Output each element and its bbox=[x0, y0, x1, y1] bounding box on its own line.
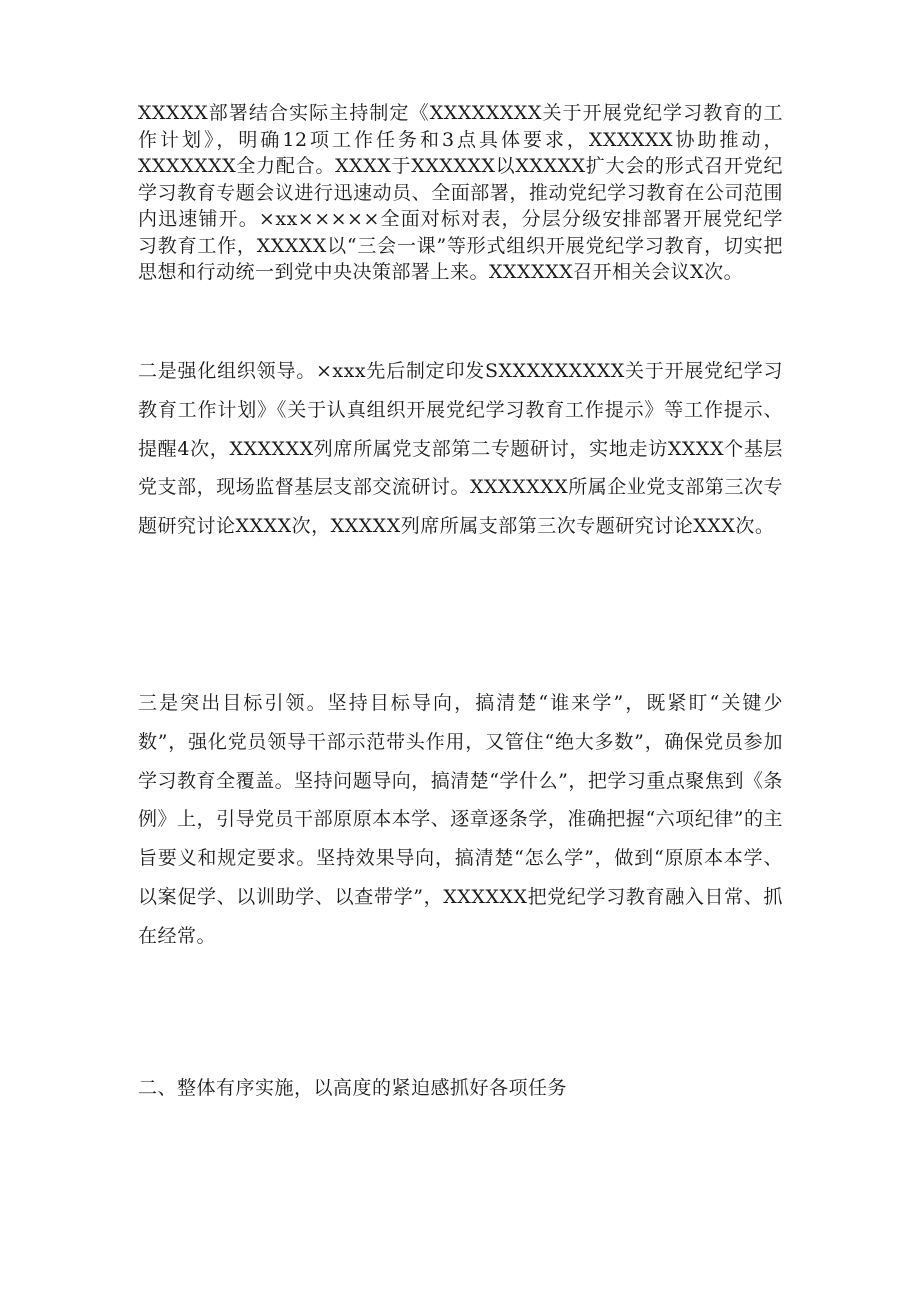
paragraph-goal-guidance: 三是突出目标引领。坚持目标导向，搞清楚“谁来学”，既紧盯“关键少数”，强化党员领导干部示范带头作用，又管住“绝大多数”，确保党员参加学习教育全覆盖。坚持问题导向，搞清楚“学什么”，把学习重点聚焦到《条例》上，引导党员干部原原本本学、逐章逐条学，准确把握“六项纪律”的主旨要义和规定要求。坚持效果导向，搞清楚“怎么学”，做到“原原本本学、以案促学、以训助学、以查带学”，XXXXXX把党纪学习教育融入日常、抓在经常。 bbox=[138, 692, 783, 947]
paragraph-work-plan: XXXXX部署结合实际主持制定《XXXXXXXX关于开展党纪学习教育的工作计划》，明确12项工作任务和3点具体要求，XXXXXX协助推动，XXXXXXX全力配合。XXXX于XXXXXX以XXXXX扩大会的形式召开党纪学习教育专题会议进行迅速动员、全面部署，推动党纪学习教育在公司范围内迅速铺开。×xx×××××全面对标对表，分层分级安排部署开展党纪学习教育工作，XXXXX以“三会一课”等形式组织开展党纪学习教育，切实把思想和行动统一到党中央决策部署上来。XXXXXX召开相关会议X次。 bbox=[138, 102, 783, 283]
section-heading: 二、整体有序实施，以高度的紧迫感抓好各项任务 bbox=[138, 1077, 568, 1099]
paragraph-organization-leadership: 二是强化组织领导。×xxx先后制定印发SXXXXXXXXX关于开展党纪学习教育工作计划》《关于认真组织开展党纪学习教育工作提示》等工作提示、提醒4次，XXXXXX列席所属党支部第二专题研讨，实地走访XXXX个基层党支部，现场监督基层支部交流研讨。XXXXXXX所属企业党支部第三次专题研究讨论XXXX次，XXXXX列席所属支部第三次专题研究讨论XXX次。 bbox=[138, 360, 783, 538]
